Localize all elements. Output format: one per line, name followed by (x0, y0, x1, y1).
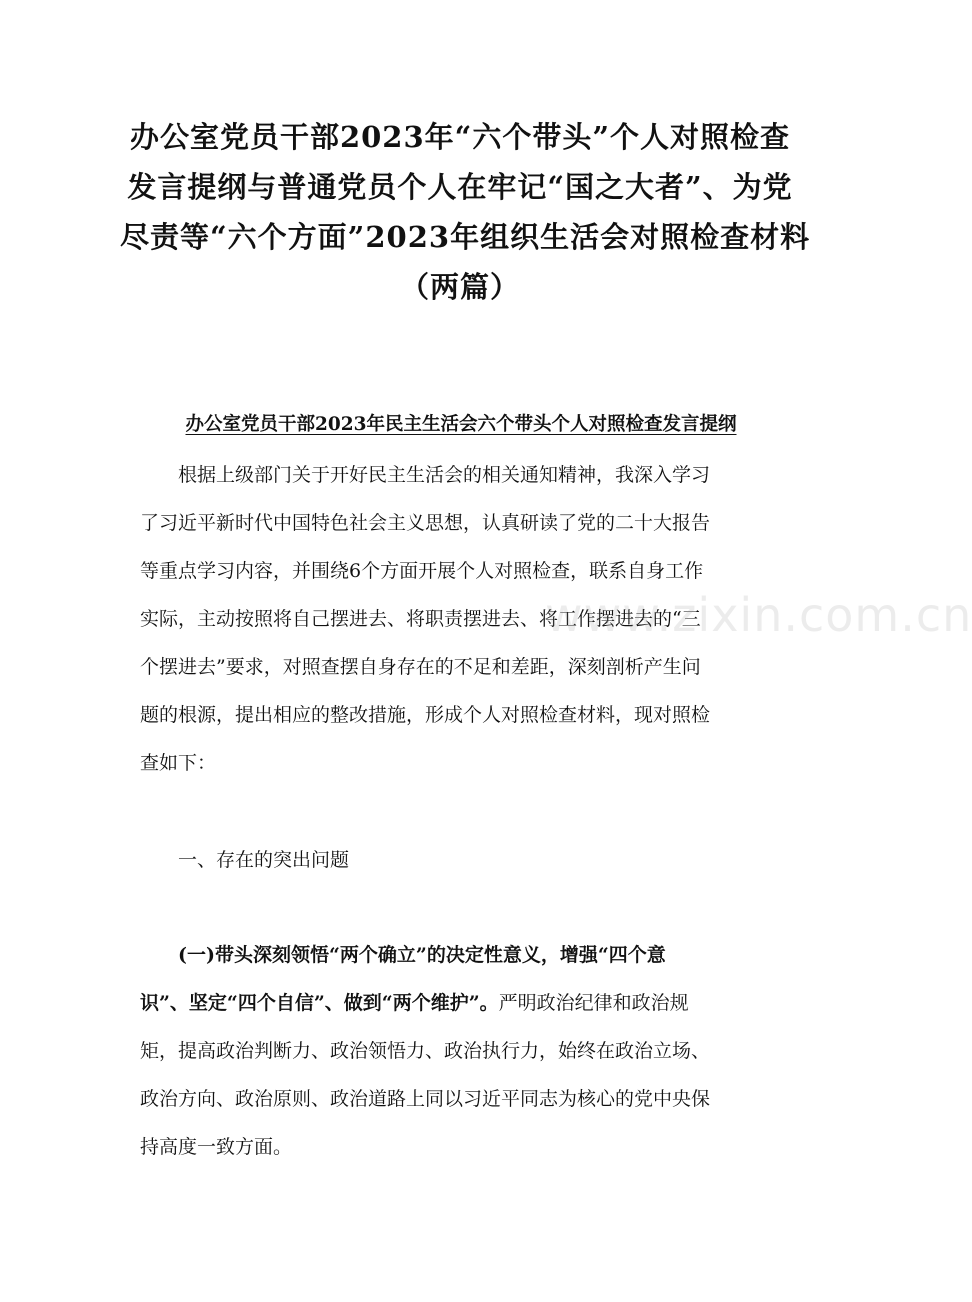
intro-line-1: 根据上级部门关于开好民主生活会的相关通知精神，我深入学习 (178, 464, 711, 486)
point-1-heading-part-2: 识”、坚定“四个自信”、做到“两个维护”。 (140, 992, 499, 1014)
point-1-heading-part-1: (一)带头深刻领悟“两个确立”的决定性意义，增强“四个意 (178, 944, 666, 966)
intro-line-6: 题的根源，提出相应的整改措施，形成个人对照检查材料，现对照检 (140, 704, 711, 726)
intro-line-2: 了习近平新时代中国特色社会主义思想，认真研读了党的二十大报告 (140, 512, 711, 534)
watermark: www.zixin.com.cn (545, 588, 972, 642)
point-1-line-4: 政治方向、政治原则、政治道路上同以习近平同志为核心的党中央保 (140, 1088, 711, 1110)
section-subtitle: 办公室党员干部2023年民主生活会六个带头个人对照检查发言提纲 (185, 414, 737, 435)
point-1-line-5: 持高度一致方面。 (140, 1136, 293, 1158)
intro-line-4: 实际，主动按照将自己摆进去、将职责摆进去、将工作摆进去的“三 (140, 608, 701, 630)
title-line-2: 发言提纲与普通党员个人在牢记“国之大者”、为党 (127, 170, 793, 204)
point-1-line-3: 矩，提高政治判断力、政治领悟力、政治执行力，始终在政治立场、 (140, 1040, 711, 1062)
intro-line-7: 查如下： (140, 752, 217, 774)
intro-line-5: 个摆进去”要求，对照查摆自身存在的不足和差距，深刻剖析产生问 (140, 656, 701, 678)
intro-line-3: 等重点学习内容，并围绕6个方面开展个人对照检查，联系自身工作 (140, 560, 704, 582)
point-1-line-2 (140, 988, 689, 1018)
document-title (120, 112, 811, 312)
point-1-text-start: 严明政治纪律和政治规 (498, 992, 689, 1014)
section-heading: 一、存在的突出问题 (178, 849, 350, 871)
title-line-1: 办公室党员干部2023年“六个带头”个人对照检查 (129, 120, 791, 154)
point-1-line-1 (178, 940, 666, 970)
title-line-3: 尽责等“六个方面”2023年组织生活会对照检查材料 (120, 220, 811, 254)
title-line-4: （两篇） (399, 270, 520, 304)
